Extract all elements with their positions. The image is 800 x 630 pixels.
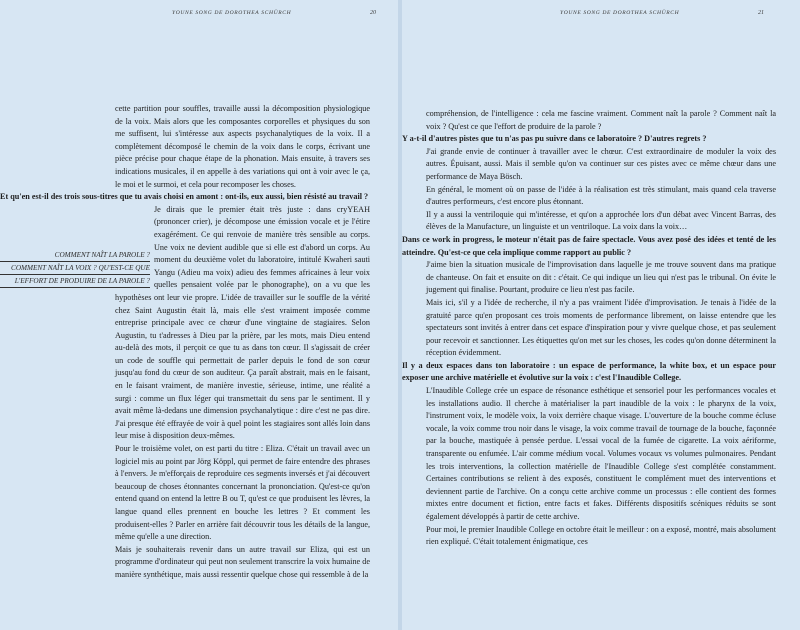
pull-quote-line: COMMENT NAÎT LA PAROLE ?: [0, 250, 150, 262]
paragraph: Pour le troisième volet, on est parti du titre : Eliza. C'était un travail avec un logiciel mis au point par Jörg Köppl, qui permet de faire entendre des phrases à l'envers. Je m'efforçais de reproduire ces segments inversés et j'ai découvert beaucoup de choses étonnantes concernant la prononciation. Qu'est-ce qu'on entend quand on entend la lettre B ou T, qu'est ce que produisent les lèvres, la langue quand elles prennent en bouche les lettres ? Et comment les produisent-elles ? Parler en arrière fait découvrir tous les détails de la langue, même qu'elle a une direction.: [115, 444, 370, 542]
paragraph: Je dirais que le premier était très juste : dans cryYEAH (prononcer crier), je décompose une émission vocale et je l'étire exagérément. Ce qui renvoie de manière très sensible au corps. Une voix ne devient audible que si elle est d'abord un corps. Au moment du deuxième volet du laboratoire, intitulé Kwaheri sauti Yangu (Adieu ma voix) adieu des femmes africaines à leur voix quelles pensaient volée par le phonographe), on a vu que les hypothèses ont leur vie propre. L'idée de travailler sur le souffle de la vérité chez Saint Augustin était là, mais elle s'est vraiment imposée comme entreprise principale avec ce chœur d'une vingtaine de stagiaires. Selon Augustin, tu t'adresses à Dieu par la prière, par les mots, mais Dieu entend au-delà des mots, il perçoit ce que tu as dans ton cœur. Il s'agissait de créer un code de souffle qui permettait de parler depuis le fond de son cœur jusqu'au fond du cœur de son auditeur. Ça paraît abstrait, mais en le faisant, en le faisant vraiment, de manière investie, sérieuse, intime, une réalité a surgi : comme un flux léger qui transmettait du sens par le sentiment. Il y avait même là-dedans une dimension psychanalytique : dire c'est ne pas dire. J'ai presque été effrayée de voir à quel point les stagiaires sont allés loin dans leur mise à disposition deux-mêmes.: [115, 204, 370, 441]
left-page: [0, 0, 398, 630]
running-head: YOUNE SONG DE DOROTHEA SCHÜRCH: [560, 10, 680, 16]
pull-quote-line: COMMENT NAÎT LA VOIX ? QU'EST-CE QUE: [0, 263, 150, 275]
page-number: 21: [758, 10, 764, 16]
interview-question: Et qu'en est-il des trois sous-titres que tu avais choisi en amont : ont-ils, eux aussi, bien résisté au travail ?: [0, 192, 369, 202]
paragraph: Mais je souhaiterais revenir dans un autre travail sur Eliza, qui est un programme d'ordinateur qui peut non seulement transcrire la voix humaine de manière synthétique, mais aussi ressentir quelque chose qui ressemble à de la: [115, 544, 370, 579]
running-head: YOUNE SONG DE DOROTHEA SCHÜRCH: [172, 10, 292, 16]
paragraph: En général, le moment où on passe de l'idée à la réalisation est très stimulant, mais quand cela traverse d'autres performeurs, c'est encore plus étonnant.: [426, 184, 776, 207]
page-number: 20: [370, 10, 376, 16]
paragraph: J'ai grande envie de continuer à travailler avec le chœur. C'est extraordinaire de moduler la voix des autres. Épuisant, aussi. Mais il semble qu'on va continuer sur ces pistes avec ce même chœur dans une performance de Maya Bösch.: [426, 146, 776, 181]
pull-quote: [0, 250, 150, 289]
pull-quote-line: L'EFFORT DE PRODUIRE DE LA PAROLE ?: [0, 276, 150, 288]
paragraph: L'Inaudible College crée un espace de résonance esthétique et sensoriel pour les performances vocales et les installations audio. Il cherche à matérialiser la part inaudible de la voix : le pharynx de la voix, l'instrument voix, le modèle voix, la voix derrière chaque visage. L'ouverture de la bouche comme écluse vocale, la voix comme trou noir dans le visage, la voix comme travail de tournage de la bouche, façonnée par la bouche, mastiquée à pensée perdue. L'essai vocal de la fumée de cigarette. La voix aériforme, transparente ou enfumée. L'air comme médium vocal. Volumes vocaux vs volumes pulmonaires. Pendant les trois interventions, la collection matérielle de l'Inaudible College s'est complétée constamment. Certaines contributions se relient à des exposés, constituent le complément muet des interventions et deviennent partie de l'archive. On a conçu cette archive comme un processus : elle contient des formes mixtes entre document et fiction, entre facts et fakes. Différents dispositifs scéniques réduits se sont également développés à partir de cette archive.: [426, 386, 776, 521]
interview-question: Y a-t-il d'autres pistes que tu n'as pas pu suivre dans ce laboratoire ? D'autres regrets ?: [402, 134, 707, 144]
interview-question: Dans ce work in progress, le moteur n'était pas de faire spectacle. Vous avez posé des idées et tenté de les atteindre. Qu'est-ce que cela implique comme rapport au public ?: [402, 234, 776, 257]
paragraph: J'aime bien la situation musicale de l'improvisation dans laquelle je me trouve souvent dans ma pratique de chanteuse. On fait et ensuite on dit : c'était. Ce qui indique un lieu qui n'est pas le tribunal. On évite le jugement qui finalise. Pourtant, produire ce lieu n'est pas facile.: [426, 260, 776, 295]
interview-question: Il y a deux espaces dans ton laboratoire : un espace de performance, la white box, et un espace pour exposer une archive matérielle et évolutive sur la voix : c'est l'Inaudible College.: [402, 360, 776, 383]
paragraph: Mais ici, s'il y a l'idée de recherche, il n'y a pas vraiment l'idée d'improvisation. Je tenais à l'idée de la gratuité parce qu'en proposant ces trois moments de performance librement, on laisse entendre que les spectateurs sont invités à entrer dans cet espace d'inspiration pour y vivre quelque chose, et pas seulement pour recevoir et sanctionner. Les étiquettes qu'on met sur les choses, les codes qu'on donne déterminent la réception évidemment.: [426, 297, 776, 358]
left-body-text: [0, 103, 370, 582]
paragraph: cette partition pour souffles, travaille aussi la décomposition physiologique de la voix. Mais alors que les composantes corporelles et physiques du son me suffisent, lui s'intéresse aux aspects psychanalytiques de la voix. Il a complètement décomposé le chemin de la voix dans le corps, écrivant une pièce précise pour chaque étape de la phonation. Mais ensuite, à travers ses indications musicales, il en appelle à des variations qui ont à voir avec le ça, le moi et le surmoi, et cela pour recomposer les choses.: [115, 104, 370, 189]
paragraph: Il y a aussi la ventriloquie qui m'intéresse, et qu'on a approchée lors d'un débat avec Vincent Barras, des élèves de la Manufacture, un linguiste et un ventriloque. La voix dans la voix…: [426, 209, 776, 232]
right-page: [402, 0, 800, 630]
paragraph: Pour moi, le premier Inaudible College en octobre était le meilleur : on a exposé, montré, mais absolument rien expliqué. C'était totalement énigmatique, ces: [426, 524, 776, 547]
paragraph: compréhension, de l'intelligence : cela me fascine vraiment. Comment naît la parole ? Comment naît la voix ? Qu'est ce que l'effort de produire de la parole ?: [426, 109, 776, 131]
right-body-text: [402, 108, 776, 549]
